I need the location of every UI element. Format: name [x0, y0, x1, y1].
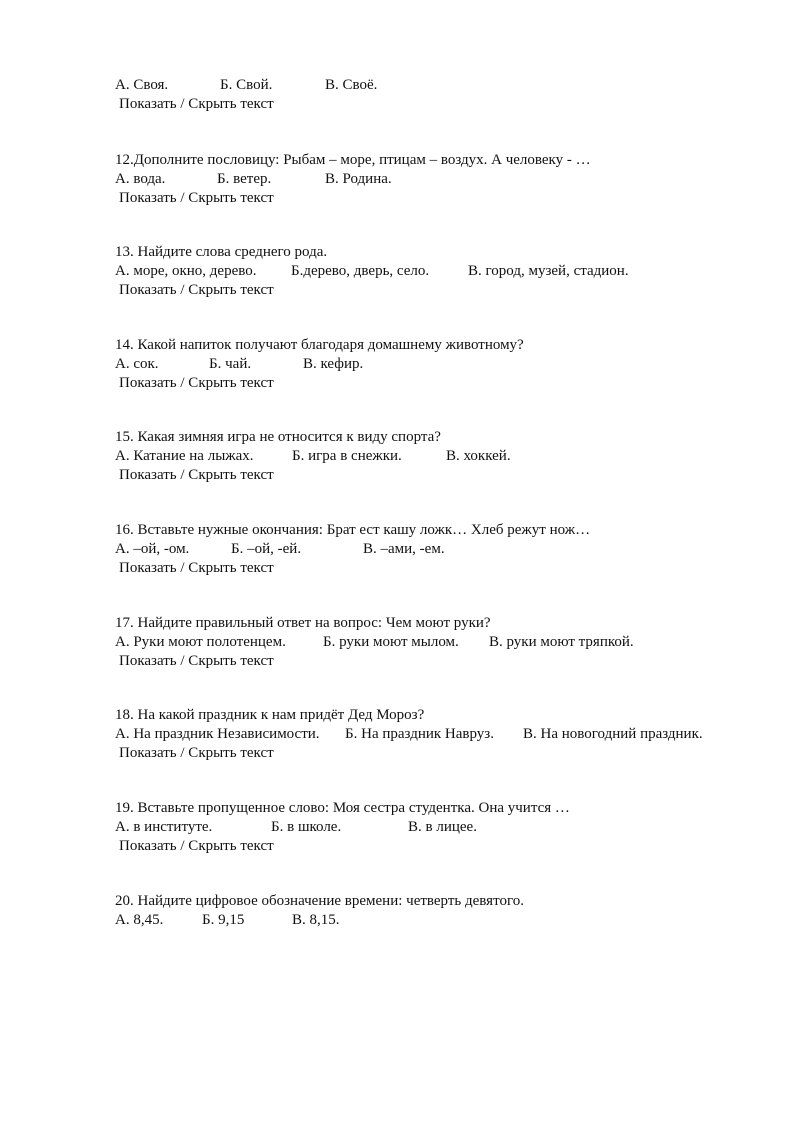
option-a: А. Катание на лыжах.: [115, 448, 254, 464]
question-block-13: [115, 243, 755, 300]
show-hide-text-link[interactable]: Показать / Скрыть текст: [119, 653, 274, 669]
option-b: Б. Свой.: [220, 77, 273, 93]
option-b: Б. чай.: [209, 356, 252, 372]
answer-options: [115, 355, 755, 374]
option-a: А. в институте.: [115, 819, 213, 835]
question-block-17: [115, 614, 755, 671]
answer-options: [115, 818, 755, 837]
question-block-20: [115, 892, 755, 930]
option-c: В. хоккей.: [446, 448, 511, 464]
show-hide-text-link[interactable]: Показать / Скрыть текст: [119, 467, 274, 483]
answer-options: [115, 725, 755, 744]
question-block-18: [115, 706, 755, 763]
option-a: А. Руки моют полотенцем.: [115, 634, 286, 650]
option-a: А. На праздник Независимости.: [115, 726, 320, 742]
option-a: А. вода.: [115, 171, 166, 187]
option-a: А. 8,45.: [115, 912, 164, 928]
question-block-11: [115, 76, 755, 114]
answer-options: [115, 633, 755, 652]
option-c: В. 8,15.: [292, 912, 340, 928]
answer-options: [115, 447, 755, 466]
question-text: 15. Какая зимняя игра не относится к виду спорта?: [115, 429, 441, 445]
show-hide-text-link[interactable]: Показать / Скрыть текст: [119, 190, 274, 206]
option-c: В. в лицее.: [408, 819, 477, 835]
option-a: А. –ой, -ом.: [115, 541, 190, 557]
question-text: 14. Какой напиток получают благодаря домашнему животному?: [115, 337, 524, 353]
answer-options: [115, 911, 755, 930]
question-block-14: [115, 336, 755, 393]
answer-options: [115, 540, 755, 559]
answer-options: [115, 76, 755, 95]
option-a: А. Своя.: [115, 77, 169, 93]
option-c: В. Родина.: [325, 171, 392, 187]
option-b: Б. ветер.: [217, 171, 272, 187]
question-text: 16. Вставьте нужные окончания: Брат ест кашу ложк… Хлеб режут нож…: [115, 522, 591, 538]
answer-options: [115, 262, 755, 281]
option-c: В. –ами, -ем.: [363, 541, 445, 557]
option-b: Б. руки моют мылом.: [323, 634, 459, 650]
question-block-15: [115, 428, 755, 485]
question-text: 18. На какой праздник к нам придёт Дед Мороз?: [115, 707, 425, 723]
option-b: Б. –ой, -ей.: [231, 541, 302, 557]
option-c: В. Своё.: [325, 77, 378, 93]
show-hide-text-link[interactable]: Показать / Скрыть текст: [119, 745, 274, 761]
show-hide-text-link[interactable]: Показать / Скрыть текст: [119, 560, 274, 576]
option-c: В. На новогодний праздник.: [523, 726, 703, 742]
question-block-19: [115, 799, 755, 856]
option-b: Б.дерево, дверь, село.: [291, 263, 430, 279]
option-b: Б. На праздник Навруз.: [345, 726, 494, 742]
show-hide-text-link[interactable]: Показать / Скрыть текст: [119, 838, 274, 854]
question-text: 12.Дополните пословицу: Рыбам – море, птицам – воздух. А человеку - …: [115, 152, 591, 168]
option-a: А. море, окно, дерево.: [115, 263, 257, 279]
answer-options: [115, 170, 755, 189]
option-c: В. кефир.: [303, 356, 364, 372]
option-b: Б. 9,15: [202, 912, 245, 928]
option-c: В. руки моют тряпкой.: [489, 634, 634, 650]
show-hide-text-link[interactable]: Показать / Скрыть текст: [119, 96, 274, 112]
show-hide-text-link[interactable]: Показать / Скрыть текст: [119, 282, 274, 298]
question-text: 17. Найдите правильный ответ на вопрос: Чем моют руки?: [115, 615, 491, 631]
option-a: А. сок.: [115, 356, 159, 372]
question-text: 13. Найдите слова среднего рода.: [115, 244, 328, 260]
question-block-12: [115, 151, 755, 208]
show-hide-text-link[interactable]: Показать / Скрыть текст: [119, 375, 274, 391]
question-block-16: [115, 521, 755, 578]
option-c: В. город, музей, стадион.: [468, 263, 629, 279]
question-text: 19. Вставьте пропущенное слово: Моя сестра студентка. Она учится …: [115, 800, 570, 816]
option-b: Б. игра в снежки.: [292, 448, 402, 464]
option-b: Б. в школе.: [271, 819, 342, 835]
question-text: 20. Найдите цифровое обозначение времени: четверть девятого.: [115, 893, 524, 909]
